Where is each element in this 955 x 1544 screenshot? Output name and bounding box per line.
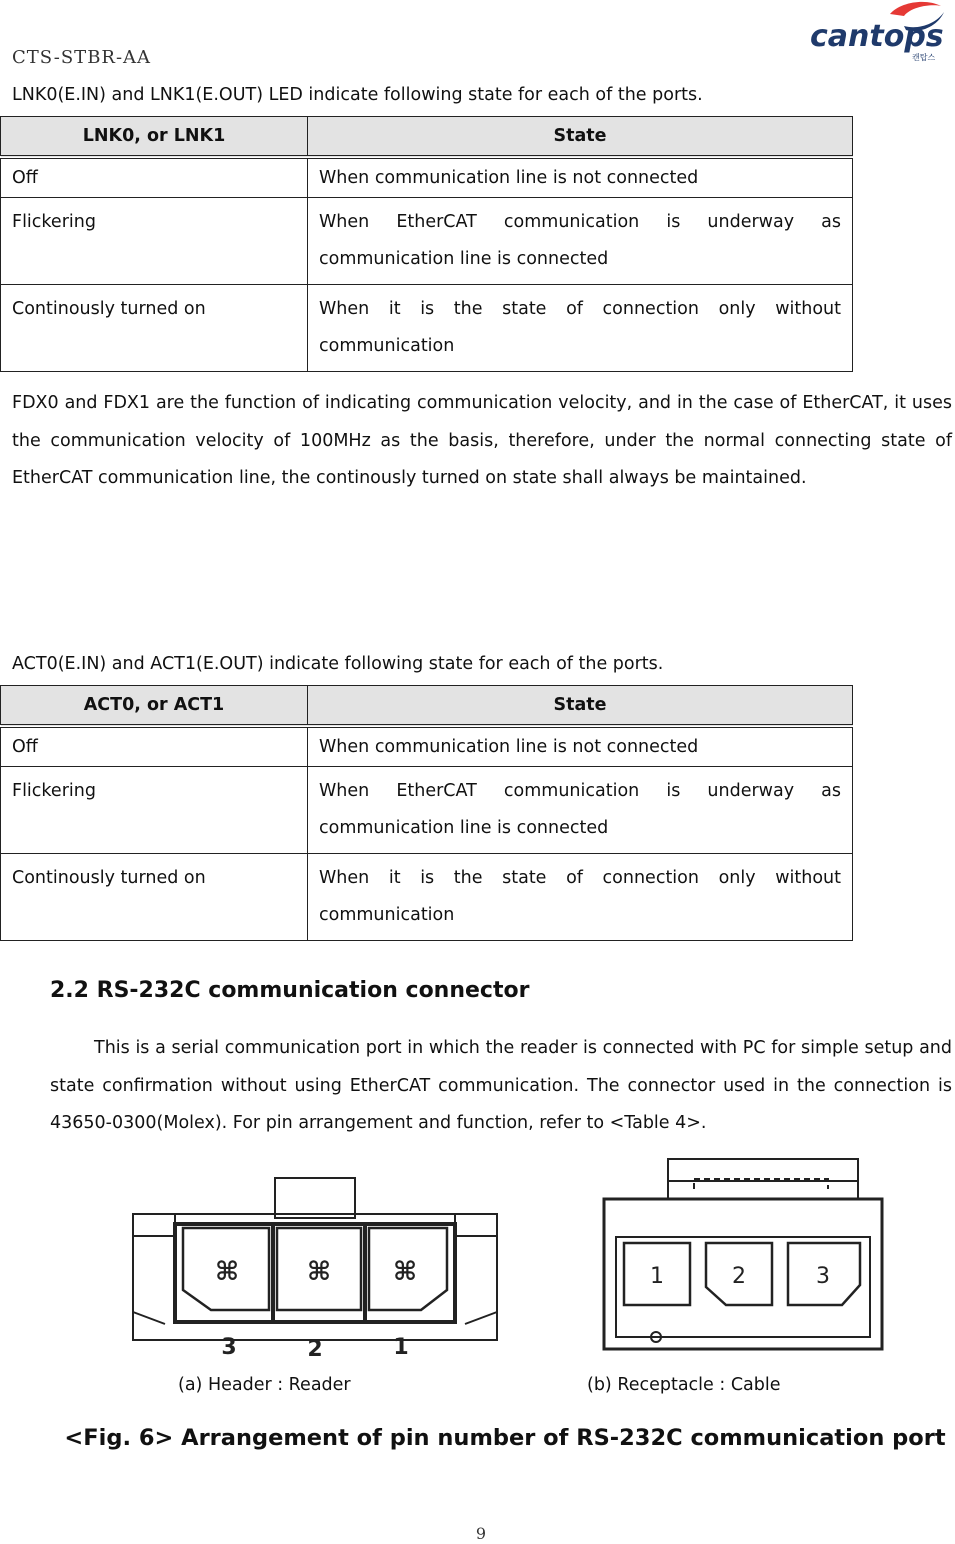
header-connector-drawing bbox=[125, 1172, 505, 1362]
receptacle-pin-label: 3 bbox=[816, 1264, 830, 1289]
lnk-row-3-condition: Continously turned on bbox=[1, 285, 308, 372]
table-row bbox=[1, 767, 853, 854]
pin-glyph: ⌘ bbox=[214, 1257, 240, 1287]
page-number: 9 bbox=[475, 1524, 487, 1543]
receptacle-connector-drawing bbox=[598, 1155, 888, 1355]
act-table-header-port: ACT0, or ACT1 bbox=[1, 686, 308, 727]
header-pin-label: 1 bbox=[393, 1335, 409, 1360]
document-id: CTS-STBR-AA bbox=[12, 47, 152, 68]
logo-swoosh-red bbox=[890, 2, 941, 16]
section-heading: 2.2 RS-232C communication connector bbox=[50, 978, 530, 1003]
table-row bbox=[1, 854, 853, 941]
lnk-table-header-state: State bbox=[308, 117, 853, 158]
pin-glyph: ⌘ bbox=[392, 1257, 418, 1287]
lnk-intro-text: LNK0(E.IN) and LNK1(E.OUT) LED indicate following state for each of the ports. bbox=[12, 85, 703, 105]
lnk-row-3-state: When it is the state of connection only without communication bbox=[308, 285, 853, 372]
company-logo bbox=[808, 0, 948, 64]
act-row-3-condition: Continously turned on bbox=[1, 854, 308, 941]
figure-title: <Fig. 6> Arrangement of pin number of RS-232C communication port bbox=[64, 1425, 946, 1451]
logo-korean-subtext: 캔탑스 bbox=[912, 53, 936, 62]
fdx-paragraph: FDX0 and FDX1 are the function of indicating communication velocity, and in the case of EtherCAT, it uses the communication velocity of 100MHz as the basis, therefore, under the normal connecting state of EtherCAT communication line, the continously turned on state shall always be maintained. bbox=[12, 393, 952, 488]
table-row bbox=[1, 157, 853, 198]
lnk-table-header-port: LNK0, or LNK1 bbox=[1, 117, 308, 158]
lnk-state-table bbox=[0, 116, 853, 372]
figure-caption-a: (a) Header : Reader bbox=[178, 1375, 351, 1395]
table-row bbox=[1, 726, 853, 767]
act-intro-text: ACT0(E.IN) and ACT1(E.OUT) indicate following state for each of the ports. bbox=[12, 654, 664, 674]
lnk-row-2-condition: Flickering bbox=[1, 198, 308, 285]
pin-glyph: ⌘ bbox=[306, 1257, 332, 1287]
act-state-table bbox=[0, 685, 853, 941]
table-row bbox=[1, 198, 853, 285]
table-row bbox=[1, 285, 853, 372]
cantops-logo-graphic bbox=[808, 0, 948, 64]
header-pin-label: 2 bbox=[307, 1337, 323, 1362]
act-row-2-condition: Flickering bbox=[1, 767, 308, 854]
lnk-row-1-condition: Off bbox=[1, 157, 308, 198]
receptacle-pin-label: 1 bbox=[650, 1264, 664, 1289]
act-table-header-state: State bbox=[308, 686, 853, 727]
receptacle-pin-label: 2 bbox=[732, 1264, 746, 1289]
lnk-row-1-state: When communication line is not connected bbox=[308, 157, 853, 198]
act-row-3-state: When it is the state of connection only without communication bbox=[308, 854, 853, 941]
lnk-row-2-state: When EtherCAT communication is underway as communication line is connected bbox=[308, 198, 853, 285]
rs232-paragraph: This is a serial communication port in which the reader is connected with PC for simple setup and state confirmation without using EtherCAT communication. The connector used in the connection is 43650-0300(Molex). For pin arrangement and function, refer to <Table 4>. bbox=[50, 1038, 952, 1133]
figure-caption-b: (b) Receptacle : Cable bbox=[587, 1375, 781, 1395]
logo-wordmark: cantops bbox=[810, 19, 944, 54]
act-row-2-state: When EtherCAT communication is underway as communication line is connected bbox=[308, 767, 853, 854]
header-pin-label: 3 bbox=[221, 1335, 237, 1360]
act-row-1-condition: Off bbox=[1, 726, 308, 767]
act-row-1-state: When communication line is not connected bbox=[308, 726, 853, 767]
